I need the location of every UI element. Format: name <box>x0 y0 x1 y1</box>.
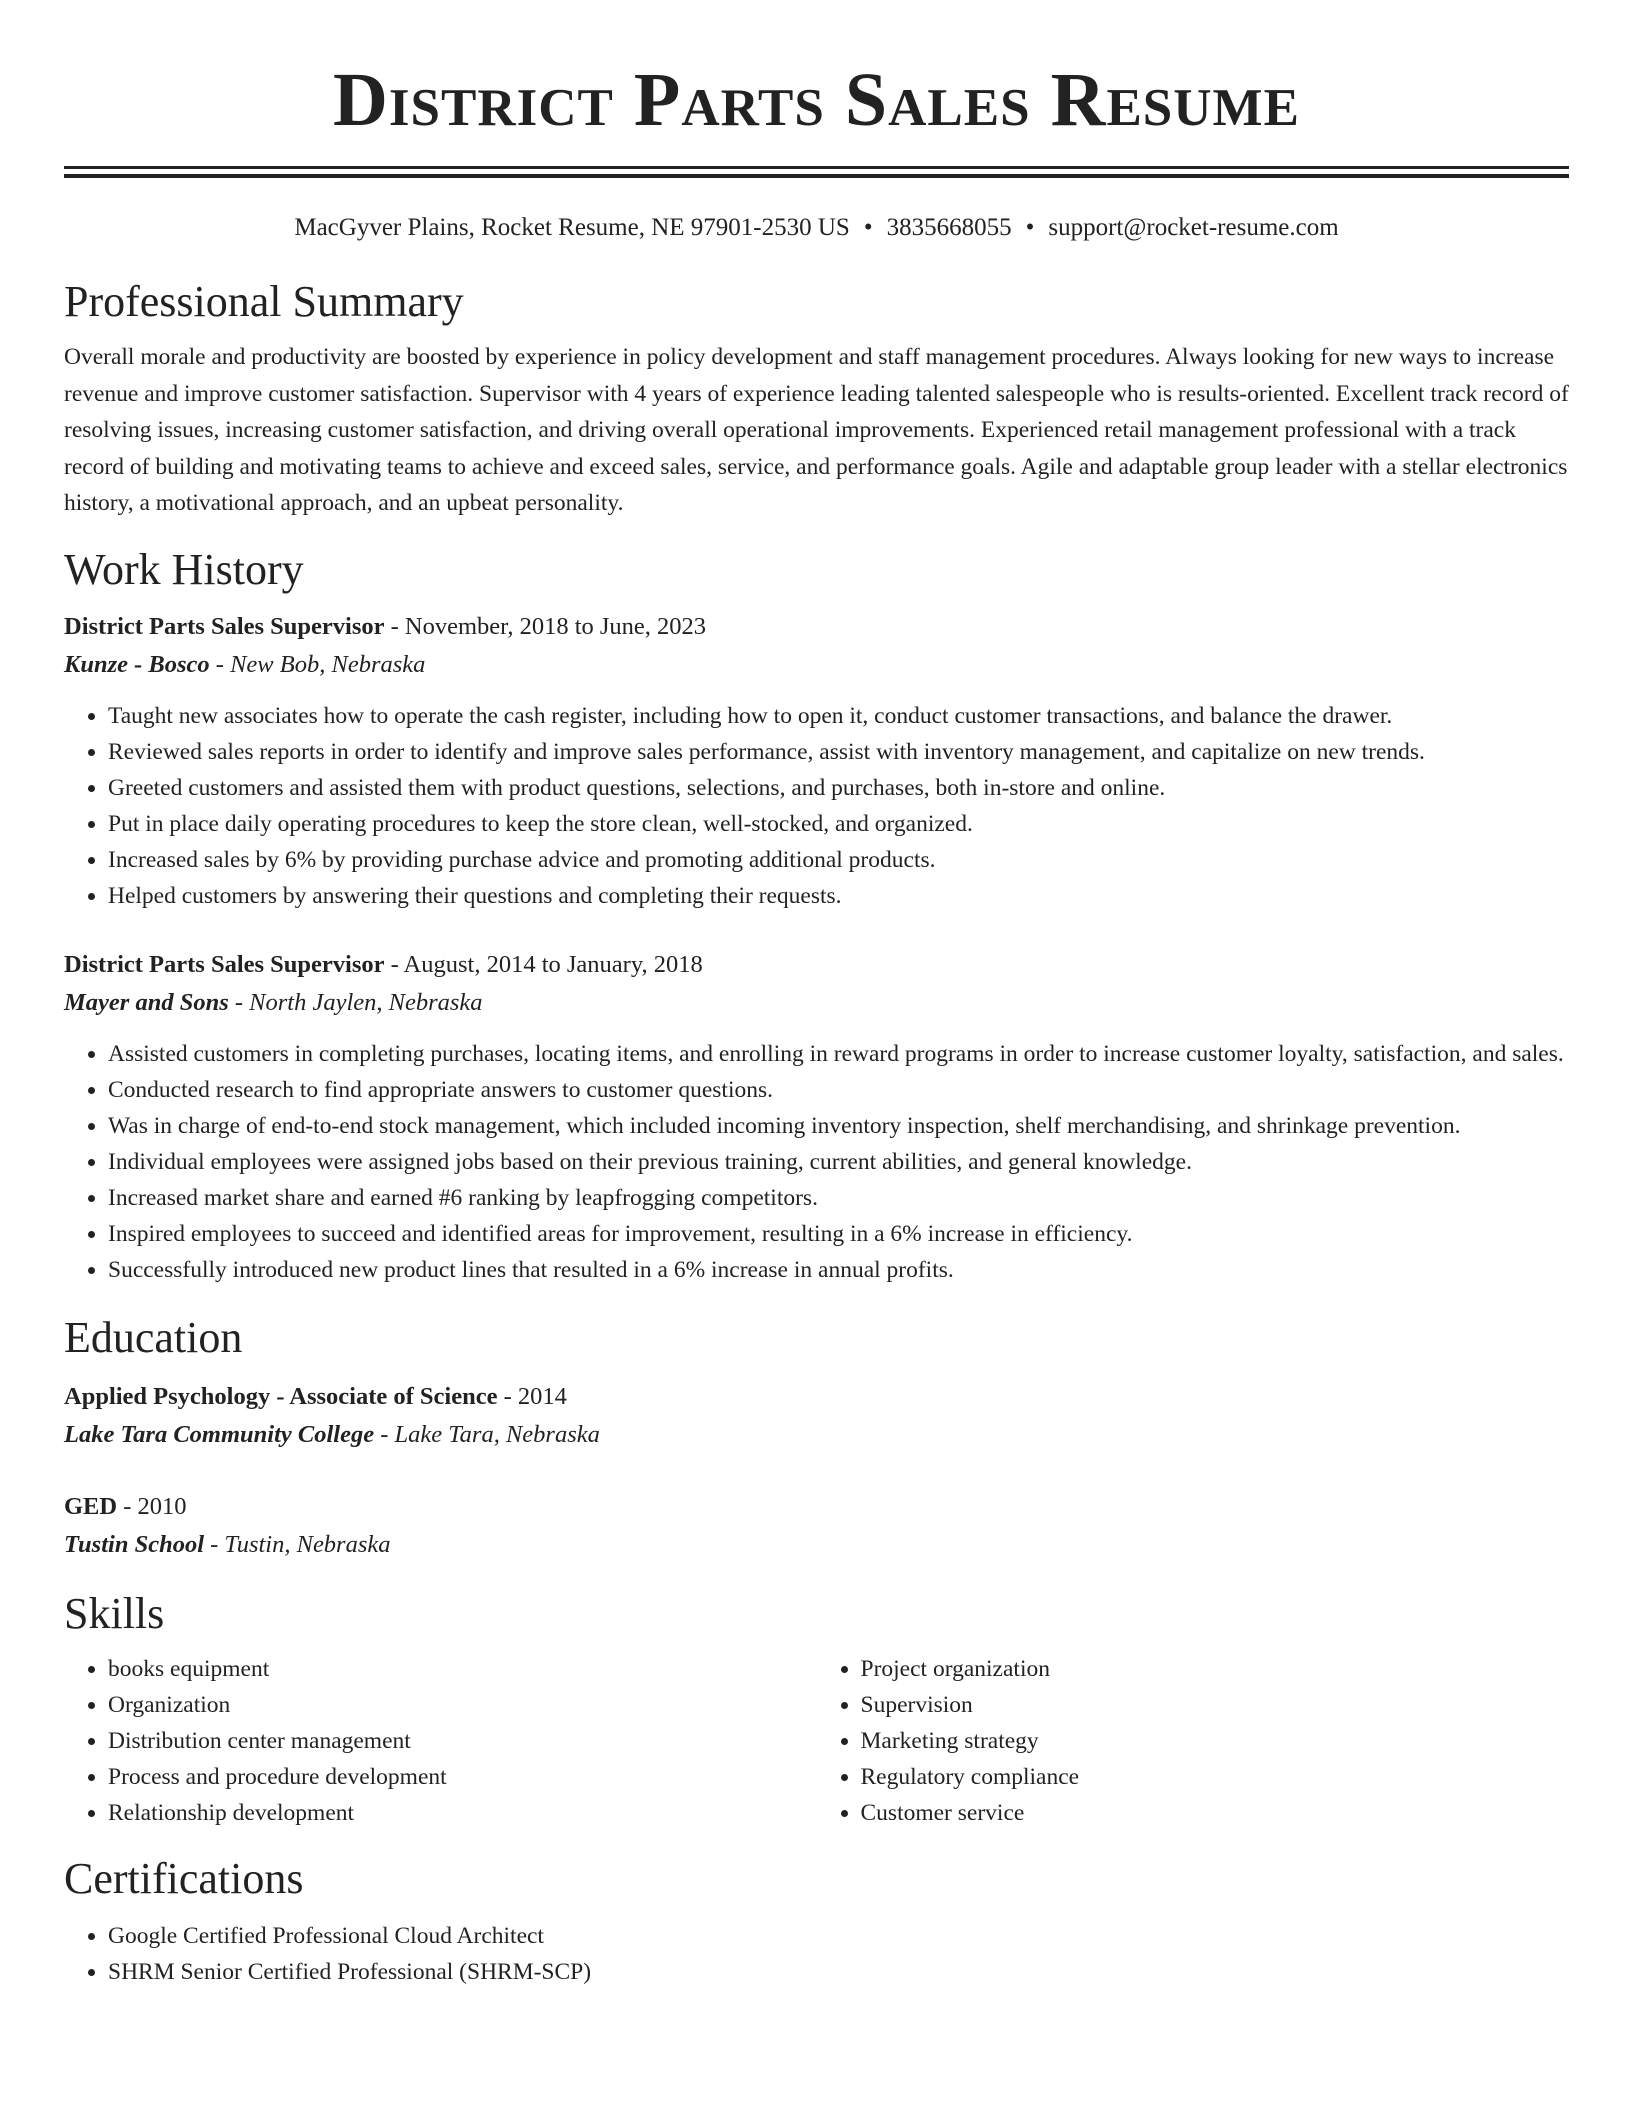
education-school-line <box>64 1526 1569 1564</box>
certifications-list <box>64 1918 1569 1990</box>
skills-column-left <box>64 1651 817 1831</box>
resume-page <box>64 0 1569 1990</box>
education-location: - Lake Tara, Nebraska <box>374 1420 600 1448</box>
job-bullet: • Successfully introduced new product lines that resulted in a 6% increase in annual profits. <box>108 1252 1569 1288</box>
education-year: - 2014 <box>497 1382 567 1410</box>
education-school-line <box>64 1416 1569 1454</box>
skill-item: • Marketing strategy <box>861 1723 1570 1759</box>
education-degree: Applied Psychology - Associate of Science <box>64 1382 498 1410</box>
contact-separator: • <box>1025 214 1035 241</box>
summary-text: Overall morale and productivity are boosted by experience in policy development and staff management procedures. Always looking for new ways to increase revenue and improve customer satisfaction. Supervisor with 4 years of experience leading talented salespeople who is results-oriented. Excellent track record of resolving issues, increasing customer satisfaction, and driving overall operational improvements. Experienced retail management professional with a track record of building and motivating teams to achieve and exceed sales, service, and performance goals. Agile and adaptable group leader with a stellar electronics history, a motivational approach, and an upbeat personality. <box>64 344 1569 516</box>
skills-heading: Skills <box>64 1588 165 1638</box>
job-entry <box>64 946 1569 1288</box>
skill-item: • Supervision <box>861 1687 1570 1723</box>
education-school: Tustin School <box>64 1530 205 1558</box>
job-dates: - November, 2018 to June, 2023 <box>384 612 707 640</box>
job-title: District Parts Sales Supervisor <box>64 950 385 978</box>
job-company-line <box>64 646 1569 684</box>
education-school: Lake Tara Community College <box>64 1420 375 1448</box>
job-header <box>64 946 1569 984</box>
job-bullet: • Inspired employees to succeed and identified areas for improvement, resulting in a 6% increase in efficiency. <box>108 1216 1569 1252</box>
education-header <box>64 1488 1569 1526</box>
skill-item: • books equipment <box>108 1651 817 1687</box>
job-title: District Parts Sales Supervisor <box>64 612 385 640</box>
job-company-line <box>64 984 1569 1022</box>
work-history-heading: Work History <box>64 544 304 594</box>
job-location: - New Bob, Nebraska <box>209 650 426 678</box>
job-company: Mayer and Sons <box>64 988 229 1016</box>
skills-list <box>64 1651 1569 1831</box>
skill-item: • Distribution center management <box>108 1723 817 1759</box>
job-bullet: • Helped customers by answering their questions and completing their requests. <box>108 878 1569 914</box>
job-bullet: • Assisted customers in completing purchases, locating items, and enrolling in reward programs in order to increase customer loyalty, satisfaction, and sales. <box>108 1036 1569 1072</box>
contact-email[interactable]: support@rocket-resume.com <box>1048 214 1339 241</box>
resume-title: District Parts Sales Resume <box>333 58 1300 142</box>
job-location: - North Jaylen, Nebraska <box>228 988 483 1016</box>
education-location: - Tustin, Nebraska <box>204 1530 391 1558</box>
job-bullets <box>64 1036 1569 1288</box>
education-header <box>64 1378 1569 1416</box>
job-bullet: • Increased sales by 6% by providing purchase advice and promoting additional products. <box>108 842 1569 878</box>
job-bullet: • Conducted research to find appropriate answers to customer questions. <box>108 1072 1569 1108</box>
skill-item: • Regulatory compliance <box>861 1759 1570 1795</box>
certification-item: • SHRM Senior Certified Professional (SHRM-SCP) <box>108 1954 1569 1990</box>
certification-item: • Google Certified Professional Cloud Architect <box>108 1918 1569 1954</box>
job-bullet: • Individual employees were assigned jobs based on their previous training, current abilities, and general knowledge. <box>108 1144 1569 1180</box>
skill-item: • Process and procedure development <box>108 1759 817 1795</box>
job-bullet: • Put in place daily operating procedures to keep the store clean, well-stocked, and organized. <box>108 806 1569 842</box>
education-year: - 2010 <box>117 1492 187 1520</box>
education-entry <box>64 1378 1569 1454</box>
skills-column-right <box>817 1651 1570 1831</box>
certifications-heading: Certifications <box>64 1853 304 1903</box>
skill-item: • Customer service <box>861 1795 1570 1831</box>
contact-line <box>64 212 1569 244</box>
job-bullet: • Reviewed sales reports in order to identify and improve sales performance, assist with inventory management, and capitalize on new trends. <box>108 734 1569 770</box>
education-entry <box>64 1488 1569 1564</box>
job-dates: - August, 2014 to January, 2018 <box>384 950 703 978</box>
job-company: Kunze - Bosco <box>64 650 210 678</box>
education-heading: Education <box>64 1312 243 1362</box>
title-divider <box>64 166 1569 178</box>
job-entry <box>64 608 1569 914</box>
job-header <box>64 608 1569 646</box>
job-bullet: • Increased market share and earned #6 ranking by leapfrogging competitors. <box>108 1180 1569 1216</box>
job-bullet: • Was in charge of end-to-end stock management, which included incoming inventory inspection, shelf merchandising, and shrinkage prevention. <box>108 1108 1569 1144</box>
skill-item: • Project organization <box>861 1651 1570 1687</box>
skill-item: • Organization <box>108 1687 817 1723</box>
job-bullet: • Taught new associates how to operate the cash register, including how to open it, conduct customer transactions, and balance the drawer. <box>108 698 1569 734</box>
skill-item: • Relationship development <box>108 1795 817 1831</box>
education-degree: GED <box>64 1492 118 1520</box>
summary-heading: Professional Summary <box>64 277 464 326</box>
contact-phone: 3835668055 <box>886 214 1012 241</box>
contact-separator: • <box>863 214 873 241</box>
contact-address: MacGyver Plains, Rocket Resume, NE 97901-2530 US <box>294 214 850 241</box>
job-bullet: • Greeted customers and assisted them with product questions, selections, and purchases, both in-store and online. <box>108 770 1569 806</box>
job-bullets <box>64 698 1569 914</box>
